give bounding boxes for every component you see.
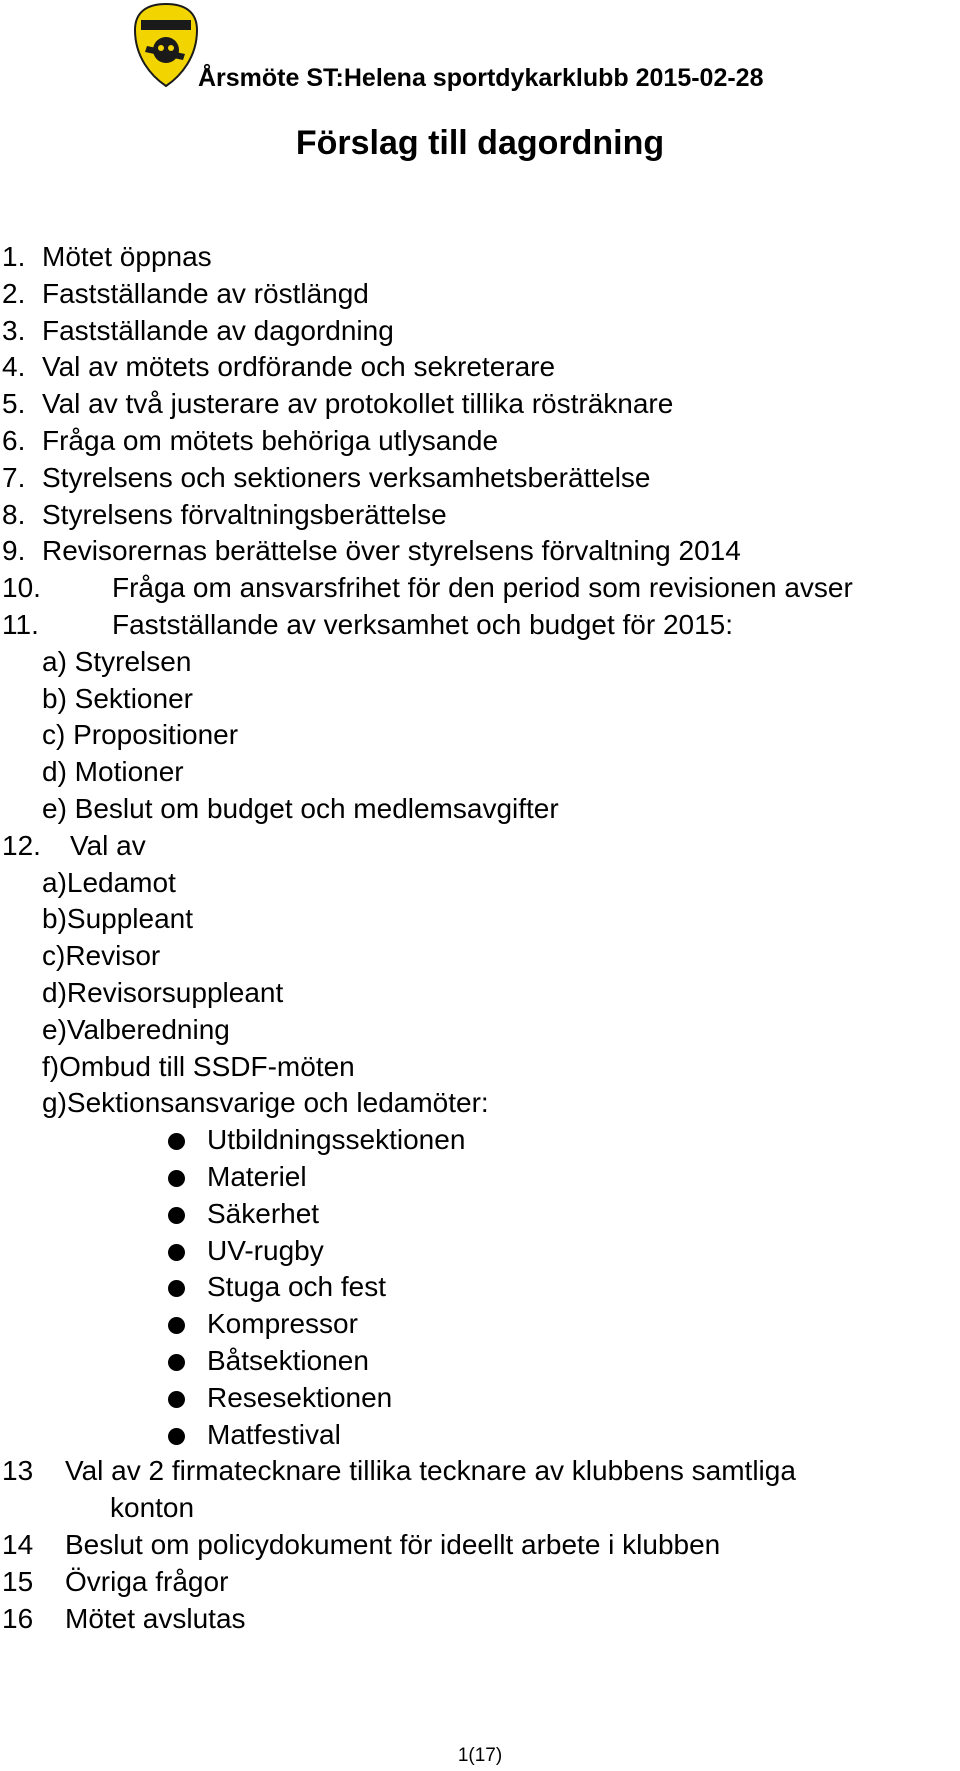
bullet-icon <box>168 1391 185 1408</box>
bullet-icon <box>168 1207 185 1224</box>
item-number: 13 <box>2 1455 34 1487</box>
item-text: e)Valberedning <box>42 1013 230 1045</box>
item-text: c)Revisor <box>42 940 161 972</box>
bullet-icon <box>168 1170 185 1187</box>
item-text: Resesektionen <box>207 1381 393 1413</box>
item-number: 10. <box>2 572 41 604</box>
item-text: Kompressor <box>207 1308 358 1340</box>
item-text: Styrelsens förvaltningsberättelse <box>42 498 447 530</box>
item-text: g)Sektionsansvarige och ledamöter: <box>42 1087 489 1119</box>
item-text: Materiel <box>207 1161 307 1192</box>
item-number: 11. <box>2 609 39 640</box>
bullet-icon <box>168 1317 185 1334</box>
item-text: Val av 2 firmatecknare tillika tecknare av klubbens samtliga <box>65 1455 796 1487</box>
item-text: f)Ombud till SSDF-möten <box>42 1050 355 1082</box>
item-text: a) Styrelsen <box>42 645 192 677</box>
item-text: d) Motioner <box>42 756 184 788</box>
item-text: Fastställande av röstlängd <box>42 277 369 309</box>
item-number: 4. <box>2 351 26 383</box>
item-number: 5. <box>2 388 26 420</box>
item-number: 8. <box>2 498 26 530</box>
item-text: d)Revisorsuppleant <box>42 977 284 1008</box>
item-text: Matfestival <box>207 1418 341 1450</box>
item-number: 6. <box>2 425 26 456</box>
item-text: Övriga frågor <box>65 1565 229 1597</box>
item-number: 7. <box>2 461 26 493</box>
meeting-header-title: Årsmöte ST:Helena sportdykarklubb 2015-02-28 <box>198 64 764 92</box>
item-text: Mötet öppnas <box>42 241 212 272</box>
item-number: 14 <box>2 1529 34 1560</box>
item-text: Val av två justerare av protokollet tillika rösträknare <box>42 388 674 420</box>
item-text: Fastställande av dagordning <box>42 314 394 346</box>
item-text: Val av mötets ordförande och sekreterare <box>42 351 556 383</box>
item-text: Mötet avslutas <box>65 1602 246 1634</box>
item-text: UV-rugby <box>207 1234 324 1266</box>
document-title: Förslag till dagordning <box>295 124 665 162</box>
item-text: Fråga om mötets behöriga utlysande <box>42 425 499 456</box>
item-text: e) Beslut om budget och medlemsavgifter <box>42 793 559 824</box>
item-text: Styrelsens och sektioners verksamhetsberättelse <box>42 461 651 493</box>
bullet-icon <box>168 1428 185 1445</box>
item-text: a)Ledamot <box>42 866 176 898</box>
item-number: 3. <box>2 314 26 346</box>
item-number: 15 <box>2 1565 34 1597</box>
item-text: b) Sektioner <box>42 682 193 714</box>
bullet-icon <box>168 1280 185 1297</box>
item-text: Val av <box>70 829 146 861</box>
item-number: 9. <box>2 535 26 567</box>
item-text: Beslut om policydokument för ideellt arbete i klubben <box>65 1529 721 1560</box>
bullet-icon <box>168 1133 185 1150</box>
club-logo <box>133 2 199 88</box>
item-number: 12. <box>2 829 41 861</box>
item-text: b)Suppleant <box>42 903 194 935</box>
item-text: Revisorernas berättelse över styrelsens förvaltning 2014 <box>42 535 741 567</box>
item-text: Utbildningssektionen <box>207 1124 466 1156</box>
item-number: 1. <box>2 241 26 272</box>
item-text: c) Propositioner <box>42 719 239 751</box>
bullet-icon <box>168 1244 185 1261</box>
item-number: 2. <box>2 277 26 309</box>
item-text: Säkerhet <box>207 1197 320 1229</box>
item-text: Båtsektionen <box>207 1345 369 1376</box>
item-text: Fråga om ansvarsfrihet för den period som revisionen avser <box>112 572 853 604</box>
page-number: 1(17) <box>457 1745 503 1766</box>
item-text: konton <box>110 1492 195 1524</box>
item-number: 16 <box>2 1602 34 1634</box>
item-text: Fastställande av verksamhet och budget för 2015: <box>112 609 734 640</box>
bullet-icon <box>168 1354 185 1371</box>
item-text: Stuga och fest <box>207 1271 387 1303</box>
